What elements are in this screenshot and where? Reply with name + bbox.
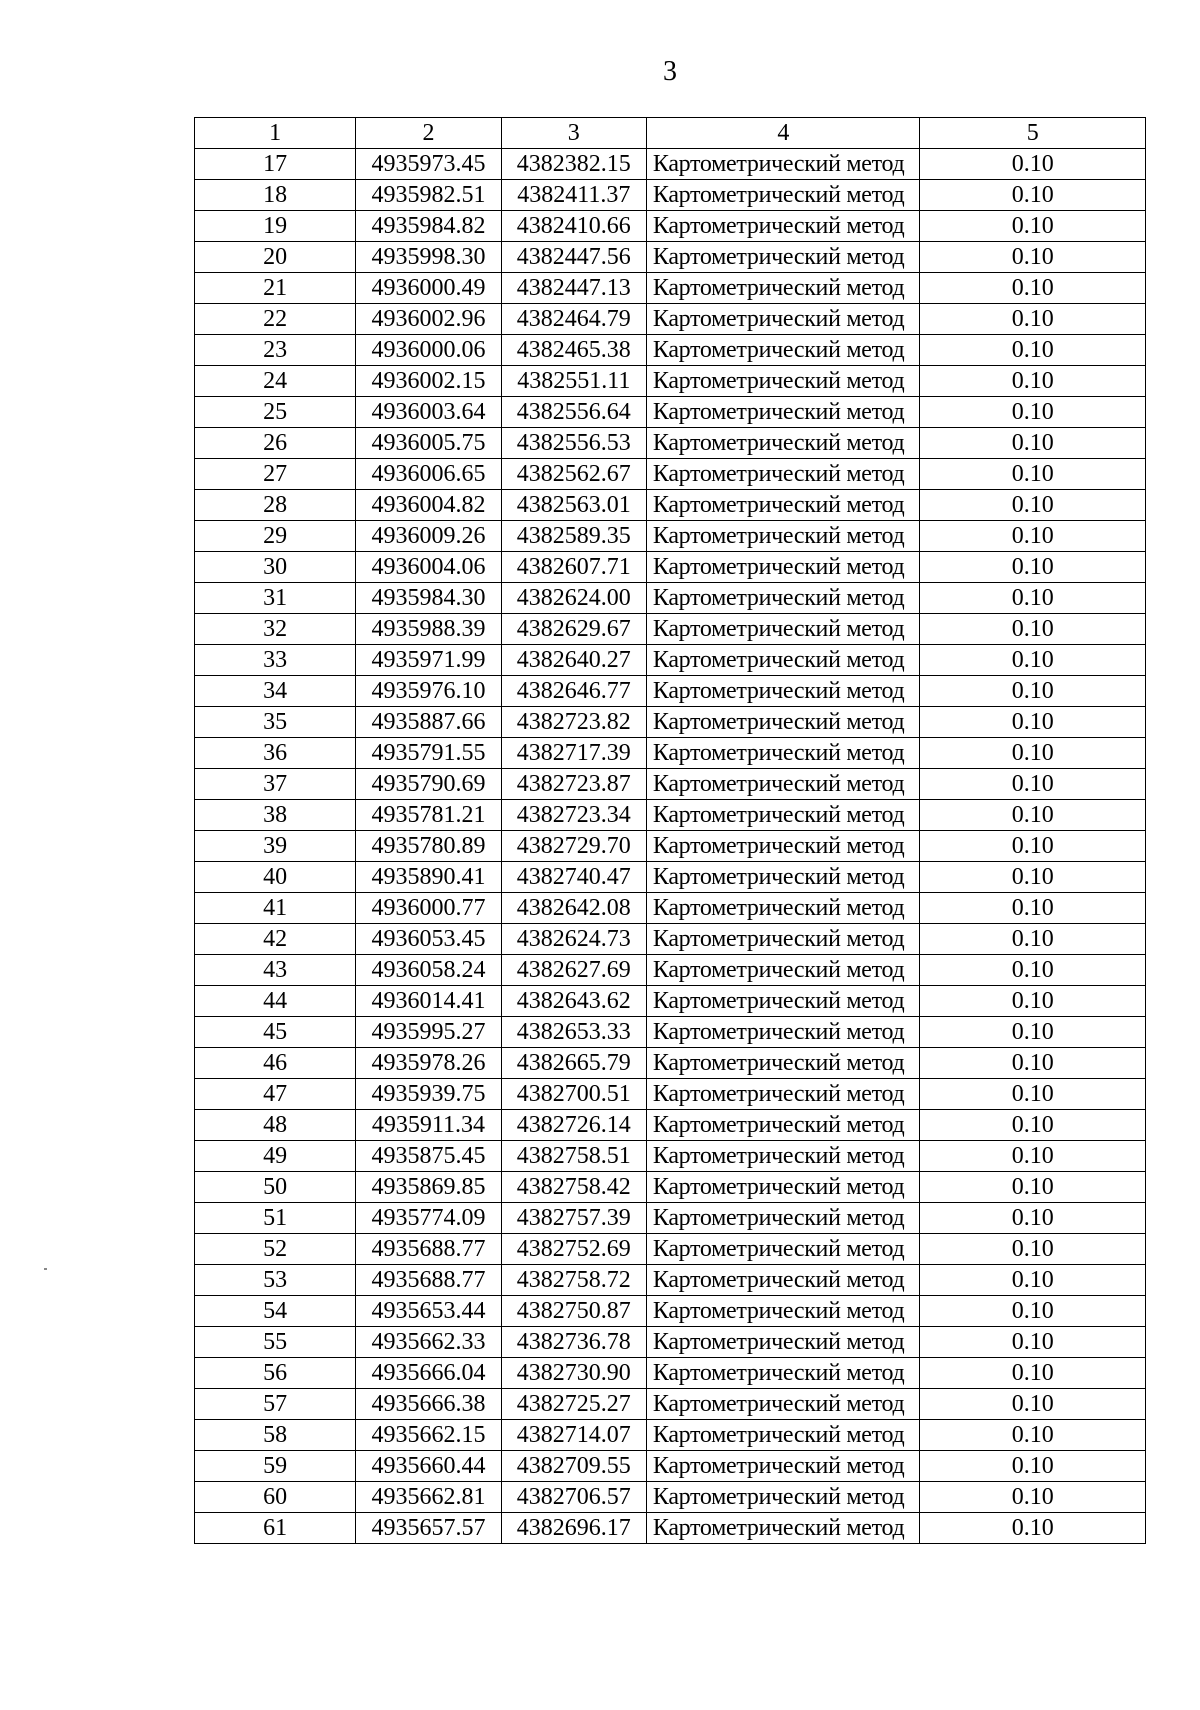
accuracy-cell: 0.10 [920,1110,1146,1141]
y-coordinate-cell: 4382709.55 [501,1451,646,1482]
method-cell: Картометрический метод [646,521,920,552]
method-cell: Картометрический метод [646,335,920,366]
table-row [195,1110,1146,1141]
table-row [195,1358,1146,1389]
table-row [195,428,1146,459]
method-cell: Картометрический метод [646,552,920,583]
x-coordinate-cell: 4935982.51 [356,180,501,211]
x-coordinate-cell: 4935875.45 [356,1141,501,1172]
point-number-cell: 37 [195,769,356,800]
table-row [195,583,1146,614]
x-coordinate-cell: 4935662.33 [356,1327,501,1358]
table-row [195,490,1146,521]
point-number-cell: 30 [195,552,356,583]
y-coordinate-cell: 4382653.33 [501,1017,646,1048]
method-cell: Картометрический метод [646,1048,920,1079]
method-cell: Картометрический метод [646,1172,920,1203]
accuracy-cell: 0.10 [920,924,1146,955]
x-coordinate-cell: 4935781.21 [356,800,501,831]
x-coordinate-cell: 4935998.30 [356,242,501,273]
y-coordinate-cell: 4382643.62 [501,986,646,1017]
accuracy-cell: 0.10 [920,1048,1146,1079]
x-coordinate-cell: 4935971.99 [356,645,501,676]
table-row [195,893,1146,924]
point-number-cell: 36 [195,738,356,769]
table-row [195,1482,1146,1513]
y-coordinate-cell: 4382464.79 [501,304,646,335]
y-coordinate-cell: 4382624.00 [501,583,646,614]
accuracy-cell: 0.10 [920,242,1146,273]
table-body [195,149,1146,1544]
accuracy-cell: 0.10 [920,428,1146,459]
point-number-cell: 22 [195,304,356,335]
y-coordinate-cell: 4382752.69 [501,1234,646,1265]
table-row [195,676,1146,707]
x-coordinate-cell: 4935988.39 [356,614,501,645]
table-row [195,273,1146,304]
table-row [195,614,1146,645]
table-row [195,1079,1146,1110]
x-coordinate-cell: 4935657.57 [356,1513,501,1544]
accuracy-cell: 0.10 [920,1389,1146,1420]
y-coordinate-cell: 4382447.56 [501,242,646,273]
table-row [195,1451,1146,1482]
y-coordinate-cell: 4382589.35 [501,521,646,552]
accuracy-cell: 0.10 [920,180,1146,211]
x-coordinate-cell: 4935995.27 [356,1017,501,1048]
y-coordinate-cell: 4382736.78 [501,1327,646,1358]
method-cell: Картометрический метод [646,924,920,955]
x-coordinate-cell: 4935666.38 [356,1389,501,1420]
x-coordinate-cell: 4936006.65 [356,459,501,490]
table-row [195,1389,1146,1420]
point-number-cell: 26 [195,428,356,459]
table-row [195,862,1146,893]
accuracy-cell: 0.10 [920,583,1146,614]
accuracy-cell: 0.10 [920,552,1146,583]
accuracy-cell: 0.10 [920,1234,1146,1265]
point-number-cell: 58 [195,1420,356,1451]
method-cell: Картометрический метод [646,397,920,428]
x-coordinate-cell: 4936004.06 [356,552,501,583]
y-coordinate-cell: 4382740.47 [501,862,646,893]
y-coordinate-cell: 4382725.27 [501,1389,646,1420]
y-coordinate-cell: 4382700.51 [501,1079,646,1110]
y-coordinate-cell: 4382629.67 [501,614,646,645]
point-number-cell: 17 [195,149,356,180]
accuracy-cell: 0.10 [920,1327,1146,1358]
point-number-cell: 53 [195,1265,356,1296]
table-row [195,1203,1146,1234]
point-number-cell: 60 [195,1482,356,1513]
accuracy-cell: 0.10 [920,1141,1146,1172]
x-coordinate-cell: 4936004.82 [356,490,501,521]
method-cell: Картометрический метод [646,1203,920,1234]
accuracy-cell: 0.10 [920,707,1146,738]
x-coordinate-cell: 4936002.96 [356,304,501,335]
table-row [195,1172,1146,1203]
accuracy-cell: 0.10 [920,738,1146,769]
method-cell: Картометрический метод [646,1079,920,1110]
point-number-cell: 35 [195,707,356,738]
accuracy-cell: 0.10 [920,893,1146,924]
method-cell: Картометрический метод [646,304,920,335]
y-coordinate-cell: 4382696.17 [501,1513,646,1544]
y-coordinate-cell: 4382627.69 [501,955,646,986]
point-number-cell: 59 [195,1451,356,1482]
table-row [195,1141,1146,1172]
table-row [195,1420,1146,1451]
table-row [195,831,1146,862]
method-cell: Картометрический метод [646,676,920,707]
table-row [195,1265,1146,1296]
x-coordinate-cell: 4936058.24 [356,955,501,986]
table-row [195,366,1146,397]
method-cell: Картометрический метод [646,428,920,459]
x-coordinate-cell: 4935984.30 [356,583,501,614]
point-number-cell: 33 [195,645,356,676]
x-coordinate-cell: 4935688.77 [356,1234,501,1265]
y-coordinate-cell: 4382646.77 [501,676,646,707]
point-number-cell: 61 [195,1513,356,1544]
method-cell: Картометрический метод [646,1017,920,1048]
y-coordinate-cell: 4382624.73 [501,924,646,955]
table-row [195,645,1146,676]
table-row [195,955,1146,986]
point-number-cell: 29 [195,521,356,552]
method-cell: Картометрический метод [646,149,920,180]
accuracy-cell: 0.10 [920,304,1146,335]
table-row [195,738,1146,769]
table-row [195,1327,1146,1358]
y-coordinate-cell: 4382726.14 [501,1110,646,1141]
table-row [195,1296,1146,1327]
accuracy-cell: 0.10 [920,1482,1146,1513]
method-cell: Картометрический метод [646,273,920,304]
coordinates-table [194,117,1146,1544]
point-number-cell: 43 [195,955,356,986]
point-number-cell: 18 [195,180,356,211]
table-row [195,335,1146,366]
point-number-cell: 40 [195,862,356,893]
point-number-cell: 51 [195,1203,356,1234]
y-coordinate-cell: 4382562.67 [501,459,646,490]
point-number-cell: 46 [195,1048,356,1079]
x-coordinate-cell: 4935976.10 [356,676,501,707]
point-number-cell: 34 [195,676,356,707]
point-number-cell: 56 [195,1358,356,1389]
x-coordinate-cell: 4936002.15 [356,366,501,397]
table-row [195,149,1146,180]
method-cell: Картометрический метод [646,366,920,397]
point-number-cell: 52 [195,1234,356,1265]
y-coordinate-cell: 4382717.39 [501,738,646,769]
y-coordinate-cell: 4382730.90 [501,1358,646,1389]
table-row [195,397,1146,428]
x-coordinate-cell: 4936053.45 [356,924,501,955]
accuracy-cell: 0.10 [920,831,1146,862]
method-cell: Картометрический метод [646,1234,920,1265]
table-row [195,769,1146,800]
table-row [195,211,1146,242]
table-row [195,521,1146,552]
header-col-3: 3 [501,118,646,149]
x-coordinate-cell: 4935790.69 [356,769,501,800]
y-coordinate-cell: 4382714.07 [501,1420,646,1451]
x-coordinate-cell: 4935666.04 [356,1358,501,1389]
point-number-cell: 57 [195,1389,356,1420]
method-cell: Картометрический метод [646,614,920,645]
method-cell: Картометрический метод [646,1420,920,1451]
point-number-cell: 55 [195,1327,356,1358]
accuracy-cell: 0.10 [920,490,1146,521]
x-coordinate-cell: 4936000.06 [356,335,501,366]
method-cell: Картометрический метод [646,862,920,893]
accuracy-cell: 0.10 [920,1451,1146,1482]
y-coordinate-cell: 4382758.42 [501,1172,646,1203]
x-coordinate-cell: 4935973.45 [356,149,501,180]
method-cell: Картометрический метод [646,180,920,211]
y-coordinate-cell: 4382642.08 [501,893,646,924]
method-cell: Картометрический метод [646,1513,920,1544]
point-number-cell: 54 [195,1296,356,1327]
table-row [195,552,1146,583]
accuracy-cell: 0.10 [920,862,1146,893]
y-coordinate-cell: 4382556.53 [501,428,646,459]
y-coordinate-cell: 4382723.87 [501,769,646,800]
method-cell: Картометрический метод [646,1327,920,1358]
x-coordinate-cell: 4935774.09 [356,1203,501,1234]
table-row [195,459,1146,490]
y-coordinate-cell: 4382706.57 [501,1482,646,1513]
accuracy-cell: 0.10 [920,1296,1146,1327]
y-coordinate-cell: 4382758.72 [501,1265,646,1296]
point-number-cell: 48 [195,1110,356,1141]
y-coordinate-cell: 4382551.11 [501,366,646,397]
method-cell: Картометрический метод [646,986,920,1017]
y-coordinate-cell: 4382556.64 [501,397,646,428]
accuracy-cell: 0.10 [920,366,1146,397]
header-col-1: 1 [195,118,356,149]
method-cell: Картометрический метод [646,459,920,490]
table-row [195,180,1146,211]
method-cell: Картометрический метод [646,707,920,738]
method-cell: Картометрический метод [646,211,920,242]
accuracy-cell: 0.10 [920,645,1146,676]
x-coordinate-cell: 4936005.75 [356,428,501,459]
point-number-cell: 24 [195,366,356,397]
method-cell: Картометрический метод [646,1296,920,1327]
accuracy-cell: 0.10 [920,1203,1146,1234]
method-cell: Картометрический метод [646,490,920,521]
method-cell: Картометрический метод [646,1265,920,1296]
method-cell: Картометрический метод [646,1110,920,1141]
table-row [195,1048,1146,1079]
point-number-cell: 38 [195,800,356,831]
point-number-cell: 21 [195,273,356,304]
table-row [195,800,1146,831]
point-number-cell: 50 [195,1172,356,1203]
x-coordinate-cell: 4935662.81 [356,1482,501,1513]
method-cell: Картометрический метод [646,1358,920,1389]
y-coordinate-cell: 4382411.37 [501,180,646,211]
point-number-cell: 32 [195,614,356,645]
x-coordinate-cell: 4935911.34 [356,1110,501,1141]
point-number-cell: 25 [195,397,356,428]
method-cell: Картометрический метод [646,583,920,614]
accuracy-cell: 0.10 [920,614,1146,645]
x-coordinate-cell: 4935887.66 [356,707,501,738]
accuracy-cell: 0.10 [920,1513,1146,1544]
header-col-5: 5 [920,118,1146,149]
header-col-4: 4 [646,118,920,149]
method-cell: Картометрический метод [646,769,920,800]
x-coordinate-cell: 4936009.26 [356,521,501,552]
y-coordinate-cell: 4382563.01 [501,490,646,521]
method-cell: Картометрический метод [646,831,920,862]
y-coordinate-cell: 4382758.51 [501,1141,646,1172]
table-header-row [195,118,1146,149]
y-coordinate-cell: 4382665.79 [501,1048,646,1079]
accuracy-cell: 0.10 [920,1420,1146,1451]
method-cell: Картометрический метод [646,242,920,273]
accuracy-cell: 0.10 [920,459,1146,490]
point-number-cell: 47 [195,1079,356,1110]
scan-speck [44,1268,47,1270]
accuracy-cell: 0.10 [920,335,1146,366]
page-number: 3 [663,56,677,87]
accuracy-cell: 0.10 [920,273,1146,304]
y-coordinate-cell: 4382723.82 [501,707,646,738]
y-coordinate-cell: 4382750.87 [501,1296,646,1327]
x-coordinate-cell: 4935660.44 [356,1451,501,1482]
method-cell: Картометрический метод [646,1482,920,1513]
table-row [195,986,1146,1017]
x-coordinate-cell: 4936003.64 [356,397,501,428]
y-coordinate-cell: 4382640.27 [501,645,646,676]
accuracy-cell: 0.10 [920,211,1146,242]
point-number-cell: 20 [195,242,356,273]
accuracy-cell: 0.10 [920,149,1146,180]
x-coordinate-cell: 4935653.44 [356,1296,501,1327]
point-number-cell: 39 [195,831,356,862]
accuracy-cell: 0.10 [920,955,1146,986]
x-coordinate-cell: 4935890.41 [356,862,501,893]
point-number-cell: 49 [195,1141,356,1172]
point-number-cell: 27 [195,459,356,490]
accuracy-cell: 0.10 [920,676,1146,707]
table-row [195,1017,1146,1048]
accuracy-cell: 0.10 [920,397,1146,428]
table-row [195,707,1146,738]
x-coordinate-cell: 4935869.85 [356,1172,501,1203]
accuracy-cell: 0.10 [920,769,1146,800]
table-row [195,304,1146,335]
method-cell: Картометрический метод [646,645,920,676]
table-row [195,924,1146,955]
method-cell: Картометрический метод [646,1389,920,1420]
x-coordinate-cell: 4935978.26 [356,1048,501,1079]
method-cell: Картометрический метод [646,955,920,986]
accuracy-cell: 0.10 [920,521,1146,552]
point-number-cell: 41 [195,893,356,924]
accuracy-cell: 0.10 [920,1017,1146,1048]
x-coordinate-cell: 4936014.41 [356,986,501,1017]
table-row [195,242,1146,273]
accuracy-cell: 0.10 [920,1265,1146,1296]
y-coordinate-cell: 4382729.70 [501,831,646,862]
table-row [195,1234,1146,1265]
point-number-cell: 28 [195,490,356,521]
y-coordinate-cell: 4382447.13 [501,273,646,304]
point-number-cell: 44 [195,986,356,1017]
method-cell: Картометрический метод [646,738,920,769]
accuracy-cell: 0.10 [920,1172,1146,1203]
x-coordinate-cell: 4935688.77 [356,1265,501,1296]
x-coordinate-cell: 4935662.15 [356,1420,501,1451]
method-cell: Картометрический метод [646,800,920,831]
accuracy-cell: 0.10 [920,800,1146,831]
x-coordinate-cell: 4936000.77 [356,893,501,924]
accuracy-cell: 0.10 [920,1358,1146,1389]
x-coordinate-cell: 4936000.49 [356,273,501,304]
y-coordinate-cell: 4382410.66 [501,211,646,242]
accuracy-cell: 0.10 [920,986,1146,1017]
header-col-2: 2 [356,118,501,149]
y-coordinate-cell: 4382465.38 [501,335,646,366]
accuracy-cell: 0.10 [920,1079,1146,1110]
table-row [195,1513,1146,1544]
y-coordinate-cell: 4382382.15 [501,149,646,180]
x-coordinate-cell: 4935939.75 [356,1079,501,1110]
point-number-cell: 19 [195,211,356,242]
y-coordinate-cell: 4382757.39 [501,1203,646,1234]
point-number-cell: 45 [195,1017,356,1048]
method-cell: Картометрический метод [646,1141,920,1172]
point-number-cell: 42 [195,924,356,955]
point-number-cell: 31 [195,583,356,614]
x-coordinate-cell: 4935780.89 [356,831,501,862]
y-coordinate-cell: 4382723.34 [501,800,646,831]
x-coordinate-cell: 4935791.55 [356,738,501,769]
x-coordinate-cell: 4935984.82 [356,211,501,242]
method-cell: Картометрический метод [646,1451,920,1482]
method-cell: Картометрический метод [646,893,920,924]
y-coordinate-cell: 4382607.71 [501,552,646,583]
point-number-cell: 23 [195,335,356,366]
